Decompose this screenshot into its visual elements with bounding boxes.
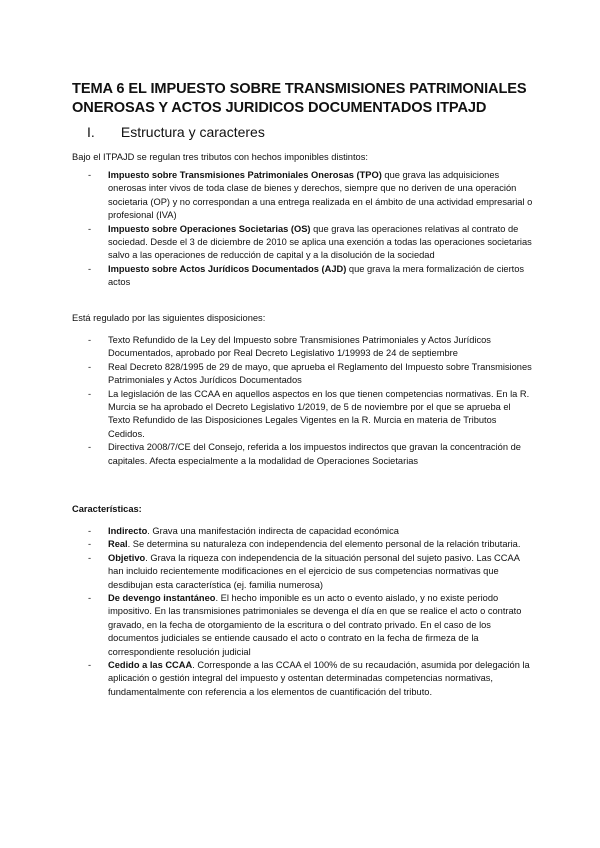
disposicion-text: Texto Refundido de la Ley del Impuesto sobre Transmisiones Patrimoniales y Actos Jurídicos Documentados, aprobado por Real Decreto Legislativo 1/19993 de 24 de septiembre — [108, 335, 491, 359]
bullet-dash: - — [88, 335, 92, 345]
caracteristica-name: De devengo instantáneo — [108, 593, 216, 604]
tributo-description: que grava las adquisiciones onerosas inter vivos de toda clase de bienes y derechos, siempre que no deriven de una operación societaria (OP) y no correspondan a una entrega realizada en el ámbito de una actividad empresarial o profesional (IVA) — [108, 170, 533, 221]
bullet-dash: - — [88, 593, 92, 604]
bullet-dash: - — [88, 263, 92, 274]
tributo-description: que grava la mera formalización de ciertos actos — [108, 263, 525, 288]
bullet-dash: - — [88, 442, 92, 453]
caracteristica-name: Objetivo — [108, 552, 146, 563]
tributo-name: Impuesto sobre Actos Jurídicos Documentados (AJD) — [108, 263, 347, 274]
disposicion-text: Directiva 2008/7/CE del Consejo, referida a los impuestos indirectos que gravan la concentración de capitales. Afecta especialmente a la modalidad de Operaciones Societarias — [108, 442, 521, 466]
bullet-dash: - — [88, 388, 92, 399]
list-item — [88, 169, 533, 223]
tributos-list — [88, 169, 533, 290]
list-item — [88, 538, 533, 551]
bullet-dash: - — [88, 660, 92, 671]
list-item — [88, 361, 533, 388]
bullet-dash: - — [88, 170, 92, 180]
caracteristica-description: . Se determina su naturaleza con independencia del elemento personal de la relación tributaria. — [127, 539, 521, 550]
list-item — [88, 659, 533, 699]
caracteristicas-list — [88, 525, 533, 699]
list-item — [88, 263, 533, 290]
caracteristica-name: Cedido a las CCAA — [108, 660, 193, 671]
bullet-dash: - — [88, 223, 92, 234]
caracteristica-name: Indirecto — [108, 526, 148, 536]
tributo-name: Impuesto sobre Transmisiones Patrimoniales Onerosas (TPO) — [108, 170, 382, 180]
caracteristica-description: . Corresponde a las CCAA el 100% de su recaudación, asumida por delegación la aplicación o gestión integral del impuesto y ostentan determinadas competencias normativas, fundamentalmente con referencia a los elementos de cuantificación del tributo. — [108, 660, 530, 697]
bullet-dash: - — [88, 539, 92, 550]
intro-paragraph: Bajo el ITPAJD se regulan tres tributos con hechos imponibles distintos: — [72, 152, 368, 162]
caracteristica-description: . Grava la riqueza con independencia de la situación personal del sujeto pasivo. Las CCAA han incluido recientemente modificaciones en el ejercicio de sus competencias normativas que desdibujan esta característica (ej. familia numerosa) — [108, 552, 520, 590]
caracteristicas-heading: Características: — [72, 504, 142, 514]
list-item — [88, 552, 533, 592]
list-item — [88, 592, 533, 659]
section-heading — [87, 124, 265, 140]
list-item — [88, 388, 533, 442]
section-title: Estructura y caracteres — [120, 124, 265, 140]
tributo-name: Impuesto sobre Operaciones Societarias (OS) — [108, 223, 311, 234]
document-title: TEMA 6 EL IMPUESTO SOBRE TRANSMISIONES PATRIMONIALES ONEROSAS Y ACTOS JURIDICOS DOCUMENTADOS ITPAJD — [72, 81, 527, 116]
list-item — [88, 441, 533, 468]
caracteristica-description: . El hecho imponible es un acto o evento aislado, y no existe periodo impositivo. En las transmisiones patrimoniales se devenga el día en que se realice el acto o contrato gravado, en la fecha de otorgamiento de la escritura o del contrato privado. En el caso de los documentos judiciales se entiende causado el acto o contrato en la fecha de firmeza de la correspondiente resolución judicial — [108, 593, 522, 657]
disposicion-text: La legislación de las CCAA en aquellos aspectos en los que tienen competencias normativas. En la R. Murcia se ha aprobado el Decreto Legislativo 1/2019, de 5 de noviembre por el que se aprueba el Texto Refundido de las Disposiciones Legales Vigentes en la R. Murcia en materia de Tributos Cedidos. — [108, 388, 530, 439]
list-item — [88, 525, 533, 538]
bullet-dash: - — [88, 361, 92, 372]
list-item — [88, 223, 533, 263]
tributo-description: que grava las operaciones relativas al contrato de sociedad. Desde el 3 de diciembre de 2010 se aplica una exención a todas las operaciones societarias salvo a las operaciones de reducción de capital y a la disolución de la sociedad — [108, 223, 532, 261]
caracteristica-description: . Grava una manifestación indirecta de capacidad económica — [147, 526, 399, 536]
bullet-dash: - — [88, 552, 92, 563]
list-item — [88, 334, 533, 361]
regulation-intro: Está regulado por las siguientes disposiciones: — [72, 313, 266, 323]
section-number: I. — [87, 124, 95, 140]
disposicion-text: Real Decreto 828/1995 de 29 de mayo, que aprueba el Reglamento del Impuesto sobre Transmisiones Patrimoniales y Actos Jurídicos Documentados — [108, 361, 532, 386]
bullet-dash: - — [88, 526, 92, 536]
disposiciones-list — [88, 334, 533, 468]
caracteristica-name: Real — [108, 539, 128, 550]
